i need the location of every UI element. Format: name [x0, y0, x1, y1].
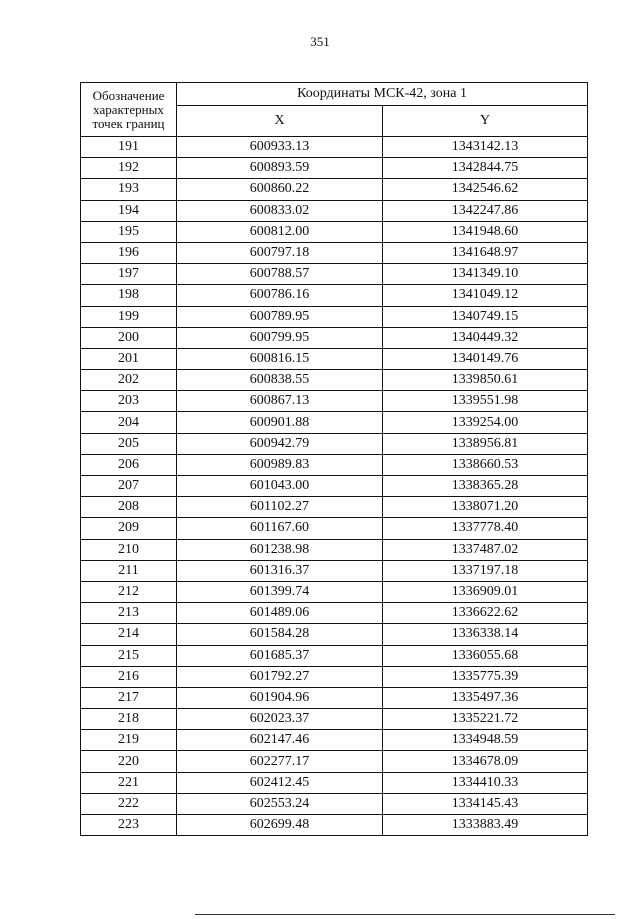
x-coordinate-cell: 600901.88: [177, 412, 383, 433]
y-coordinate-cell: 1342546.62: [383, 179, 588, 200]
table-row: [81, 242, 588, 263]
point-number-cell: 195: [81, 221, 177, 242]
y-coordinate-cell: 1336338.14: [383, 624, 588, 645]
x-coordinate-cell: 601316.37: [177, 560, 383, 581]
y-coordinate-cell: 1335497.36: [383, 687, 588, 708]
designation-header-line: Обозначение: [92, 87, 165, 103]
table-row: [81, 645, 588, 666]
point-number-cell: 218: [81, 709, 177, 730]
point-number-cell: 212: [81, 581, 177, 602]
x-coordinate-cell: 602277.17: [177, 751, 383, 772]
table-row: [81, 221, 588, 242]
x-coordinate-cell: 600933.13: [177, 137, 383, 158]
table-row: [81, 687, 588, 708]
x-coordinate-cell: 600867.13: [177, 391, 383, 412]
coordinates-group-header: Координаты МСК-42, зона 1: [177, 83, 588, 106]
table-row: [81, 370, 588, 391]
y-coordinate-cell: 1337487.02: [383, 539, 588, 560]
y-coordinate-cell: 1335775.39: [383, 666, 588, 687]
x-coordinate-cell: 600860.22: [177, 179, 383, 200]
point-number-cell: 202: [81, 370, 177, 391]
table-row: [81, 476, 588, 497]
table-row: [81, 200, 588, 221]
x-coordinate-cell: 600989.83: [177, 454, 383, 475]
point-number-cell: 220: [81, 751, 177, 772]
point-number-cell: 191: [81, 137, 177, 158]
table-header: [81, 83, 588, 137]
x-coordinate-cell: 601238.98: [177, 539, 383, 560]
designation-header: [81, 83, 177, 137]
point-number-cell: 219: [81, 730, 177, 751]
point-number-cell: 203: [81, 391, 177, 412]
table-row: [81, 751, 588, 772]
x-coordinate-cell: 601167.60: [177, 518, 383, 539]
point-number-cell: 215: [81, 645, 177, 666]
table-row: [81, 285, 588, 306]
point-number-cell: 196: [81, 242, 177, 263]
y-coordinate-cell: 1341948.60: [383, 221, 588, 242]
y-coordinate-cell: 1339551.98: [383, 391, 588, 412]
x-coordinate-cell: 600812.00: [177, 221, 383, 242]
y-coordinate-cell: 1341648.97: [383, 242, 588, 263]
y-coordinate-cell: 1339850.61: [383, 370, 588, 391]
table-row: [81, 433, 588, 454]
x-column-header: X: [177, 106, 383, 137]
table-row: [81, 815, 588, 836]
x-coordinate-cell: 601792.27: [177, 666, 383, 687]
table-row: [81, 306, 588, 327]
x-coordinate-cell: 600788.57: [177, 264, 383, 285]
y-coordinate-cell: 1334678.09: [383, 751, 588, 772]
y-coordinate-cell: 1340149.76: [383, 348, 588, 369]
table-row: [81, 603, 588, 624]
table-row: [81, 179, 588, 200]
point-number-cell: 194: [81, 200, 177, 221]
x-coordinate-cell: 600838.55: [177, 370, 383, 391]
x-coordinate-cell: 601043.00: [177, 476, 383, 497]
y-coordinate-cell: 1342247.86: [383, 200, 588, 221]
y-coordinate-cell: 1336909.01: [383, 581, 588, 602]
point-number-cell: 207: [81, 476, 177, 497]
x-coordinate-cell: 602147.46: [177, 730, 383, 751]
x-coordinate-cell: 601102.27: [177, 497, 383, 518]
table-row: [81, 264, 588, 285]
table-row: [81, 730, 588, 751]
y-coordinate-cell: 1339254.00: [383, 412, 588, 433]
point-number-cell: 205: [81, 433, 177, 454]
table-row: [81, 327, 588, 348]
y-coordinate-cell: 1337197.18: [383, 560, 588, 581]
x-coordinate-cell: 602699.48: [177, 815, 383, 836]
y-coordinate-cell: 1340449.32: [383, 327, 588, 348]
x-coordinate-cell: 602023.37: [177, 709, 383, 730]
y-coordinate-cell: 1334410.33: [383, 772, 588, 793]
designation-header-line: характерных: [93, 101, 164, 117]
table-row: [81, 412, 588, 433]
point-number-cell: 210: [81, 539, 177, 560]
point-number-cell: 213: [81, 603, 177, 624]
table-row: [81, 137, 588, 158]
point-number-cell: 211: [81, 560, 177, 581]
designation-header-line: точек границ: [92, 115, 165, 131]
x-coordinate-cell: 600942.79: [177, 433, 383, 454]
point-number-cell: 204: [81, 412, 177, 433]
y-coordinate-cell: 1333883.49: [383, 815, 588, 836]
x-coordinate-cell: 601584.28: [177, 624, 383, 645]
x-coordinate-cell: 601904.96: [177, 687, 383, 708]
x-coordinate-cell: 600786.16: [177, 285, 383, 306]
y-coordinate-cell: 1338956.81: [383, 433, 588, 454]
table-row: [81, 793, 588, 814]
point-number-cell: 223: [81, 815, 177, 836]
x-coordinate-cell: 602553.24: [177, 793, 383, 814]
x-coordinate-cell: 601489.06: [177, 603, 383, 624]
point-number-cell: 214: [81, 624, 177, 645]
x-coordinate-cell: 600797.18: [177, 242, 383, 263]
point-number-cell: 208: [81, 497, 177, 518]
point-number-cell: 209: [81, 518, 177, 539]
point-number-cell: 192: [81, 158, 177, 179]
x-coordinate-cell: 600816.15: [177, 348, 383, 369]
y-coordinate-cell: 1338660.53: [383, 454, 588, 475]
table-row: [81, 454, 588, 475]
table-row: [81, 581, 588, 602]
x-coordinate-cell: 602412.45: [177, 772, 383, 793]
point-number-cell: 221: [81, 772, 177, 793]
table-row: [81, 772, 588, 793]
y-coordinate-cell: 1343142.13: [383, 137, 588, 158]
y-coordinate-cell: 1336055.68: [383, 645, 588, 666]
bottom-divider: [195, 914, 615, 915]
point-number-cell: 222: [81, 793, 177, 814]
table-row: [81, 539, 588, 560]
x-coordinate-cell: 600799.95: [177, 327, 383, 348]
y-coordinate-cell: 1340749.15: [383, 306, 588, 327]
x-coordinate-cell: 600893.59: [177, 158, 383, 179]
table-row: [81, 158, 588, 179]
table-row: [81, 560, 588, 581]
y-coordinate-cell: 1338365.28: [383, 476, 588, 497]
y-coordinate-cell: 1334948.59: [383, 730, 588, 751]
y-column-header: Y: [383, 106, 588, 137]
coordinates-table: [80, 82, 588, 836]
y-coordinate-cell: 1342844.75: [383, 158, 588, 179]
y-coordinate-cell: 1341349.10: [383, 264, 588, 285]
y-coordinate-cell: 1336622.62: [383, 603, 588, 624]
point-number-cell: 198: [81, 285, 177, 306]
table-row: [81, 348, 588, 369]
table-body: [81, 137, 588, 836]
y-coordinate-cell: 1335221.72: [383, 709, 588, 730]
table-row: [81, 666, 588, 687]
table-row: [81, 709, 588, 730]
point-number-cell: 197: [81, 264, 177, 285]
point-number-cell: 217: [81, 687, 177, 708]
x-coordinate-cell: 601399.74: [177, 581, 383, 602]
page-number: 351: [310, 34, 330, 49]
table-row: [81, 391, 588, 412]
point-number-cell: 216: [81, 666, 177, 687]
point-number-cell: 193: [81, 179, 177, 200]
x-coordinate-cell: 600833.02: [177, 200, 383, 221]
table-row: [81, 497, 588, 518]
x-coordinate-cell: 600789.95: [177, 306, 383, 327]
point-number-cell: 200: [81, 327, 177, 348]
x-coordinate-cell: 601685.37: [177, 645, 383, 666]
y-coordinate-cell: 1337778.40: [383, 518, 588, 539]
point-number-cell: 206: [81, 454, 177, 475]
point-number-cell: 199: [81, 306, 177, 327]
table-row: [81, 518, 588, 539]
point-number-cell: 201: [81, 348, 177, 369]
y-coordinate-cell: 1334145.43: [383, 793, 588, 814]
y-coordinate-cell: 1341049.12: [383, 285, 588, 306]
y-coordinate-cell: 1338071.20: [383, 497, 588, 518]
table-row: [81, 624, 588, 645]
